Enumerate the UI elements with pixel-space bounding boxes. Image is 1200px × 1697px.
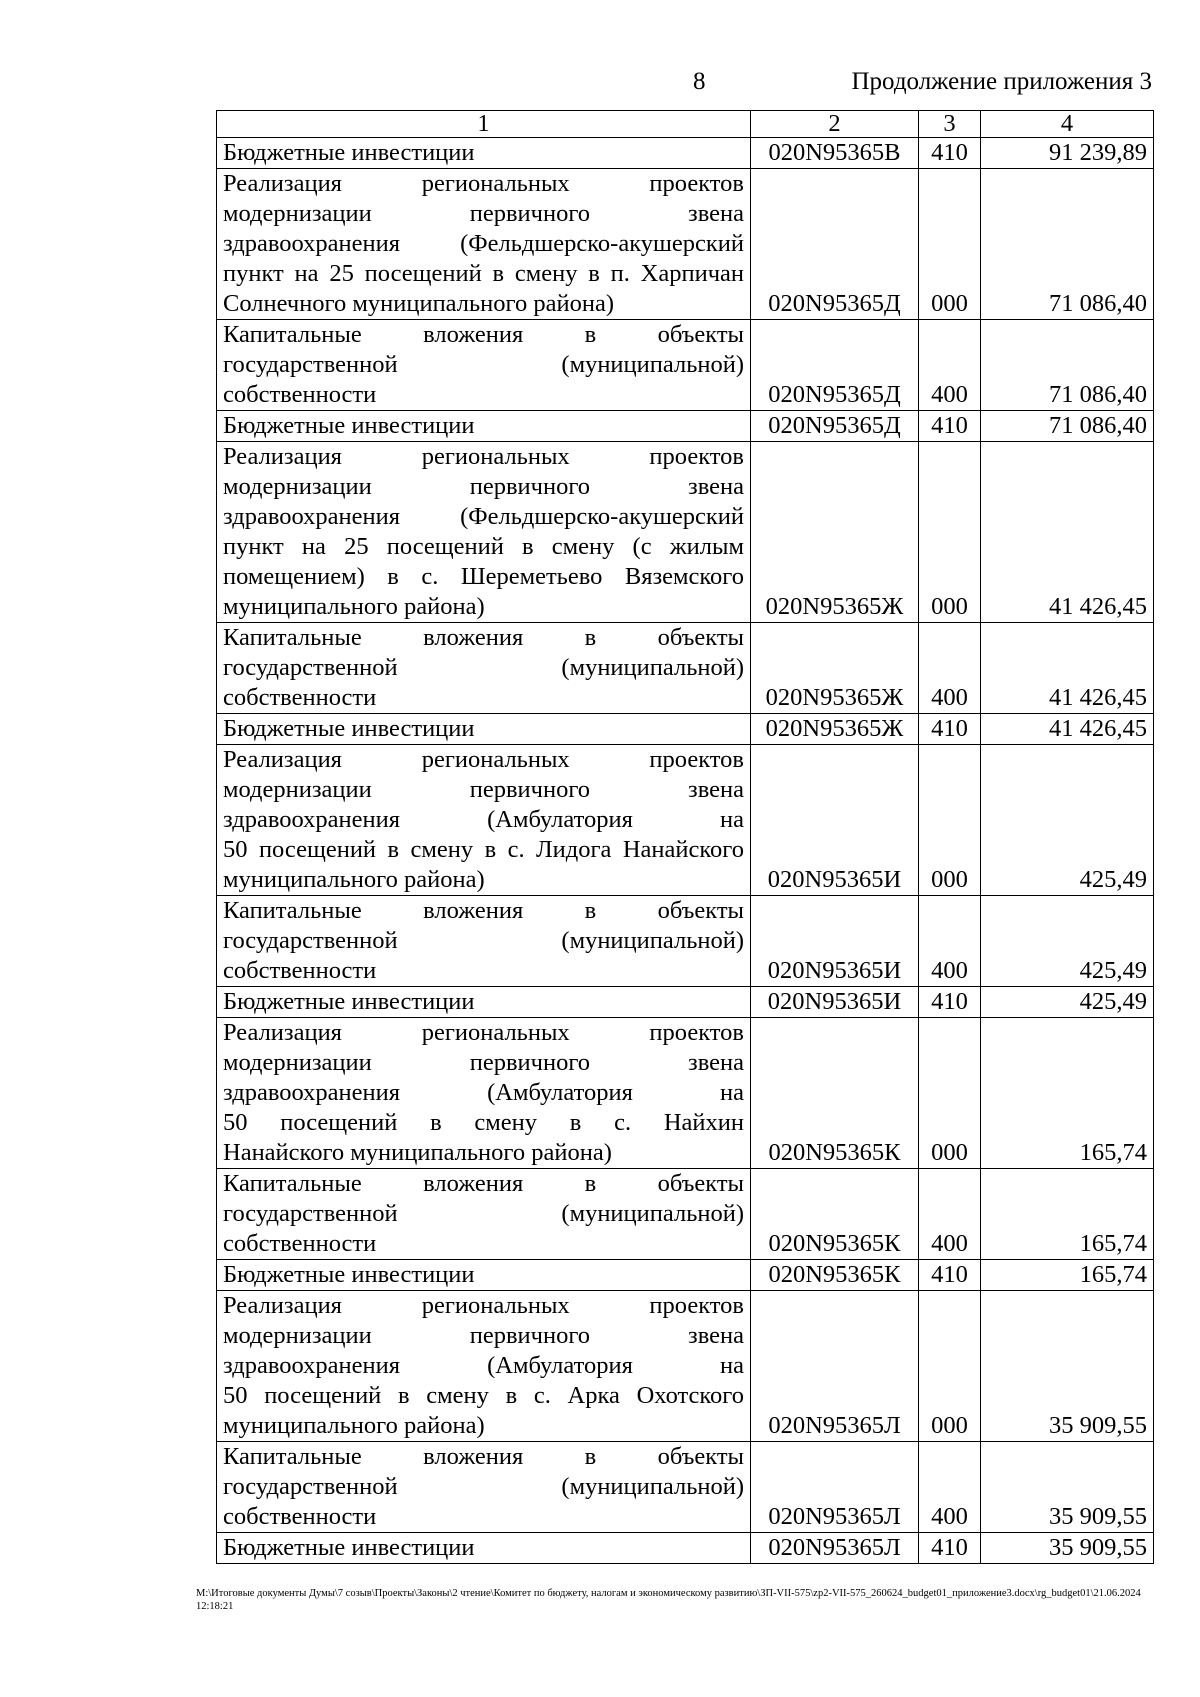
row-amount: 71 086,40: [981, 169, 1154, 320]
document-path-footer: М:\Итоговые документы Думы\7 созыв\Проекты\Законы\2 чтение\Комитет по бюджету, налогам и экономическому развитию\ЗП-VII-575\zp2-VII-575_260624_budget01_приложение3.docx\rg_budget01\21.06.2024 12:18:21: [196, 1588, 1141, 1612]
description-line: Реализация региональных проектов: [223, 1019, 744, 1046]
row-expense-type: 410: [919, 411, 981, 442]
description-line: Капитальные вложения в объекты: [223, 897, 744, 924]
row-amount: 41 426,45: [981, 623, 1154, 714]
row-description: [217, 442, 751, 623]
row-amount: 35 909,55: [981, 1442, 1154, 1533]
description-line: Реализация региональных проектов: [223, 443, 744, 470]
row-target-code: 020N95365И: [751, 896, 919, 987]
description-line: Капитальные вложения в объекты: [223, 1170, 744, 1197]
row-expense-type: 400: [919, 320, 981, 411]
table-row: [217, 1169, 1154, 1260]
description-line: Капитальные вложения в объекты: [223, 1443, 744, 1470]
description-line: пункт на 25 посещений в смену в п. Харпичан: [223, 260, 744, 287]
row-amount: 41 426,45: [981, 714, 1154, 745]
row-description: [217, 1291, 751, 1442]
row-target-code: 020N95365К: [751, 1260, 919, 1291]
row-amount: 35 909,55: [981, 1533, 1154, 1564]
table-row: [217, 1018, 1154, 1169]
description-line: Солнечного муниципального района): [223, 290, 614, 317]
column-header-3: 3: [919, 111, 981, 138]
continuation-heading: Продолжение приложения 3: [851, 68, 1152, 95]
column-header-1: 1: [217, 111, 751, 138]
row-target-code: 020N95365К: [751, 1018, 919, 1169]
description-line: собственности: [223, 1230, 377, 1257]
row-description: [217, 169, 751, 320]
row-description: [217, 1260, 751, 1291]
description-line: здравоохранения (Амбулатория на: [223, 1079, 744, 1106]
table-row: [217, 745, 1154, 896]
row-expense-type: 400: [919, 623, 981, 714]
row-target-code: 020N95365Ж: [751, 442, 919, 623]
description-line: модернизации первичного звена: [223, 200, 744, 227]
description-line: Бюджетные инвестиции: [223, 988, 475, 1015]
row-amount: 35 909,55: [981, 1291, 1154, 1442]
description-line: Реализация региональных проектов: [223, 170, 744, 197]
row-description: [217, 896, 751, 987]
row-description: [217, 138, 751, 169]
description-line: здравоохранения (Фельдшерско-акушерский: [223, 230, 744, 257]
description-line: Бюджетные инвестиции: [223, 139, 475, 166]
budget-table: [216, 110, 1154, 1564]
description-line: 50 посещений в смену в с. Арка Охотского: [223, 1382, 744, 1409]
row-target-code: 020N95365Л: [751, 1442, 919, 1533]
description-line: Бюджетные инвестиции: [223, 1534, 475, 1561]
row-expense-type: 000: [919, 745, 981, 896]
row-expense-type: 400: [919, 896, 981, 987]
row-target-code: 020N95365Д: [751, 320, 919, 411]
row-expense-type: 410: [919, 138, 981, 169]
row-amount: 165,74: [981, 1260, 1154, 1291]
row-description: [217, 987, 751, 1018]
table-row: [217, 623, 1154, 714]
row-target-code: 020N95365Ж: [751, 623, 919, 714]
row-description: [217, 745, 751, 896]
description-line: модернизации первичного звена: [223, 473, 744, 500]
description-line: муниципального района): [223, 593, 485, 620]
row-expense-type: 410: [919, 714, 981, 745]
row-target-code: 020N95365И: [751, 987, 919, 1018]
row-description: [217, 411, 751, 442]
row-target-code: 020N95365Л: [751, 1291, 919, 1442]
table-row: [217, 169, 1154, 320]
description-line: Бюджетные инвестиции: [223, 1261, 475, 1288]
row-target-code: 020N95365Д: [751, 411, 919, 442]
description-line: помещением) в с. Шереметьево Вяземского: [223, 563, 744, 590]
description-line: Капитальные вложения в объекты: [223, 624, 744, 651]
row-description: [217, 320, 751, 411]
row-expense-type: 000: [919, 1018, 981, 1169]
row-amount: 425,49: [981, 745, 1154, 896]
row-description: [217, 1018, 751, 1169]
page-number: 8: [693, 68, 706, 95]
description-line: государственной (муниципальной): [223, 927, 744, 954]
description-line: пункт на 25 посещений в смену (с жилым: [223, 533, 744, 560]
description-line: 50 посещений в смену в с. Лидога Нанайского: [223, 836, 744, 863]
description-line: собственности: [223, 381, 377, 408]
table-row: [217, 1260, 1154, 1291]
description-line: модернизации первичного звена: [223, 1322, 744, 1349]
row-description: [217, 1533, 751, 1564]
table-row: [217, 138, 1154, 169]
row-amount: 91 239,89: [981, 138, 1154, 169]
row-description: [217, 1442, 751, 1533]
row-expense-type: 410: [919, 1260, 981, 1291]
description-line: модернизации первичного звена: [223, 776, 744, 803]
row-expense-type: 000: [919, 442, 981, 623]
row-amount: 425,49: [981, 896, 1154, 987]
description-line: муниципального района): [223, 1412, 485, 1439]
description-line: здравоохранения (Амбулатория на: [223, 806, 744, 833]
table-row: [217, 896, 1154, 987]
row-description: [217, 623, 751, 714]
row-target-code: 020N95365Ж: [751, 714, 919, 745]
table-header-row: [217, 111, 1154, 138]
row-amount: 165,74: [981, 1018, 1154, 1169]
row-amount: 71 086,40: [981, 411, 1154, 442]
table-body: [217, 111, 1154, 1564]
column-header-2: 2: [751, 111, 919, 138]
description-line: здравоохранения (Фельдшерско-акушерский: [223, 503, 744, 530]
row-amount: 71 086,40: [981, 320, 1154, 411]
description-line: Бюджетные инвестиции: [223, 715, 475, 742]
row-amount: 425,49: [981, 987, 1154, 1018]
table-row: [217, 1533, 1154, 1564]
table-row: [217, 1291, 1154, 1442]
row-target-code: 020N95365В: [751, 138, 919, 169]
description-line: муниципального района): [223, 866, 485, 893]
table-row: [217, 987, 1154, 1018]
row-target-code: 020N95365Д: [751, 169, 919, 320]
row-target-code: 020N95365И: [751, 745, 919, 896]
table-row: [217, 320, 1154, 411]
description-line: государственной (муниципальной): [223, 1200, 744, 1227]
column-header-4: 4: [981, 111, 1154, 138]
description-line: государственной (муниципальной): [223, 1473, 744, 1500]
description-line: 50 посещений в смену в с. Найхин: [223, 1109, 744, 1136]
row-amount: 165,74: [981, 1169, 1154, 1260]
row-description: [217, 1169, 751, 1260]
row-description: [217, 714, 751, 745]
row-expense-type: 400: [919, 1169, 981, 1260]
description-line: Реализация региональных проектов: [223, 746, 744, 773]
description-line: Капитальные вложения в объекты: [223, 321, 744, 348]
table-row: [217, 442, 1154, 623]
row-target-code: 020N95365К: [751, 1169, 919, 1260]
description-line: Реализация региональных проектов: [223, 1292, 744, 1319]
description-line: здравоохранения (Амбулатория на: [223, 1352, 744, 1379]
row-expense-type: 000: [919, 1291, 981, 1442]
row-amount: 41 426,45: [981, 442, 1154, 623]
row-expense-type: 400: [919, 1442, 981, 1533]
description-line: государственной (муниципальной): [223, 654, 744, 681]
description-line: модернизации первичного звена: [223, 1049, 744, 1076]
row-expense-type: 000: [919, 169, 981, 320]
table-row: [217, 411, 1154, 442]
description-line: государственной (муниципальной): [223, 351, 744, 378]
row-expense-type: 410: [919, 1533, 981, 1564]
row-target-code: 020N95365Л: [751, 1533, 919, 1564]
table-row: [217, 714, 1154, 745]
table-row: [217, 1442, 1154, 1533]
description-line: собственности: [223, 957, 377, 984]
description-line: собственности: [223, 684, 377, 711]
description-line: Нанайского муниципального района): [223, 1139, 612, 1166]
description-line: Бюджетные инвестиции: [223, 412, 475, 439]
description-line: собственности: [223, 1503, 377, 1530]
row-expense-type: 410: [919, 987, 981, 1018]
